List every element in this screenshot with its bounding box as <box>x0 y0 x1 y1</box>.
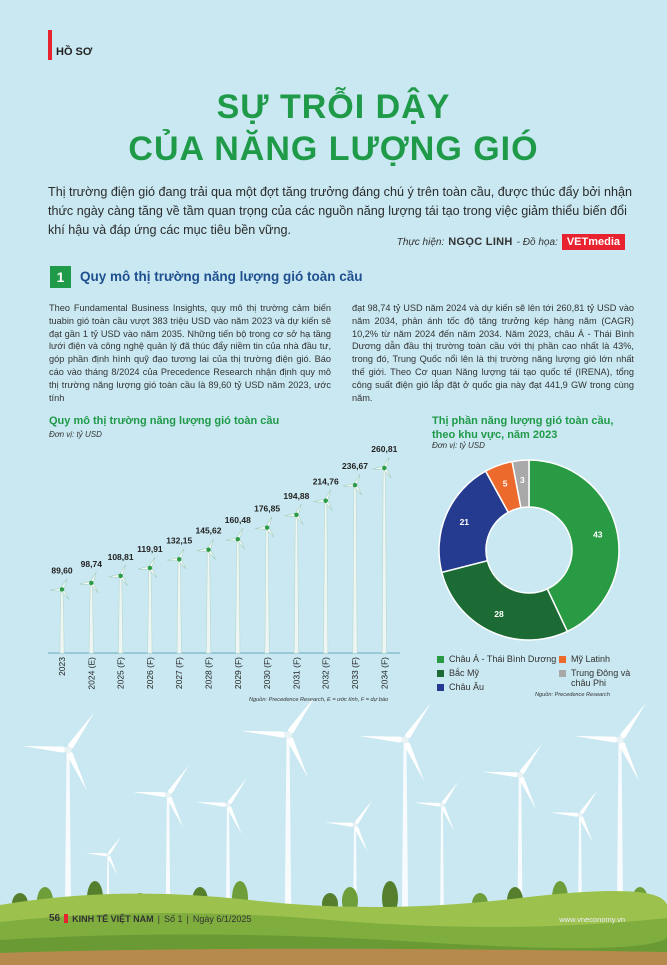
turbine-blade <box>240 728 288 738</box>
turbine-blade <box>226 777 248 806</box>
turbine-hub <box>89 581 93 585</box>
lead-paragraph: Thị trường điện gió đang trải qua một đợt tăng trưởng đáng chú ý trên toàn cầu, được thúc đẩy bởi nhận thức ngày càng tăng về tầm quan trọng của các nguồn năng lượng tái tạo trong việc giảm thiểu biến đổi khí hậu và đáp ứng các mục tiêu bền vững. <box>48 185 632 237</box>
regional-share-donut <box>434 458 624 643</box>
turbine-blades <box>482 742 544 810</box>
turbine-blade <box>132 789 168 797</box>
value-label: 132,15 <box>166 535 193 546</box>
section-accent-bar <box>48 30 52 60</box>
value-label: 98,74 <box>80 558 102 569</box>
donut-chart-unit: Đơn vị: tỷ USD <box>432 441 485 450</box>
turbine-blade <box>482 769 520 777</box>
turbine-blades <box>343 474 363 496</box>
turbine-blades <box>50 578 70 600</box>
legend-item-latin-america <box>559 654 637 664</box>
section-number: 1 <box>50 266 71 288</box>
turbine-blade <box>578 789 599 816</box>
field-soil <box>0 949 667 965</box>
turbine-hub <box>225 802 230 807</box>
category-label: 2027 (F) <box>174 657 185 690</box>
turbine-blade <box>325 820 356 827</box>
value-label: 160,48 <box>224 515 251 526</box>
vetmedia-logo: VETmedia <box>562 234 625 250</box>
value-label: 214,76 <box>312 476 339 487</box>
legend-item-asia-pacific <box>437 654 562 664</box>
legend-label: Châu Âu <box>449 682 485 692</box>
turbine-blade <box>353 799 374 826</box>
credit-line <box>397 234 625 250</box>
turbine-blades <box>109 564 129 586</box>
bar-chart-unit: Đơn vị: tỷ USD <box>49 430 102 439</box>
legend-swatch <box>437 656 444 663</box>
page-number: 56 <box>49 913 61 924</box>
turbine-blade <box>574 733 620 743</box>
turbine-blade <box>550 810 581 817</box>
donut-chart-title: Thị phần năng lượng gió toàn cầu, theo khu vực, năm 2023 <box>432 415 614 441</box>
turbine-tower <box>294 515 298 653</box>
turbine-blades <box>226 528 246 550</box>
wind-farm-illustration <box>0 700 667 965</box>
credit-author: NGỌC LINH <box>448 236 513 248</box>
turbine-tower <box>206 550 210 653</box>
category-label: 2030 (F) <box>262 657 273 690</box>
legend-label: Châu Á - Thái Bình Dương <box>449 654 557 664</box>
turbine-blades <box>132 764 191 829</box>
turbine-blades <box>79 571 99 593</box>
category-label: 2031 (F) <box>291 657 302 690</box>
turbine-hub <box>284 731 292 739</box>
turbine-blades <box>359 701 433 783</box>
turbine-blades <box>255 516 275 538</box>
footer-sep: | <box>186 913 189 924</box>
issue-number: Số 1 <box>163 913 183 924</box>
slice-label: 28 <box>494 608 504 619</box>
category-label: 2024 (E) <box>86 657 97 690</box>
category-label: 2028 (F) <box>203 657 214 690</box>
value-label: 89,60 <box>51 565 73 576</box>
page-title-line-2: CỦA NĂNG LƯỢNG GIÓ <box>128 130 539 168</box>
credit-label-graphics: - Đồ họa: <box>516 236 558 248</box>
legend-item-europe <box>437 682 537 692</box>
legend-label: Trung Đông và châu Phi <box>571 668 631 688</box>
legend-swatch <box>437 670 444 677</box>
turbine-blades <box>167 548 187 570</box>
turbine-blades <box>550 789 600 843</box>
website: www.vneconomy.vn <box>559 915 625 924</box>
slice-label: 43 <box>593 529 603 540</box>
slice-label: 21 <box>459 517 470 528</box>
value-label: 108,81 <box>107 551 134 562</box>
category-label: 2026 (F) <box>144 657 155 690</box>
legend-item-middle-east-africa <box>559 668 637 688</box>
category-label: 2033 (F) <box>350 657 360 690</box>
turbine-tower <box>265 528 269 653</box>
turbine-hub <box>177 557 181 561</box>
turbine-blade <box>359 733 405 743</box>
turbine-blade <box>518 742 544 776</box>
magazine-name: KINH TẾ VIỆT NAM <box>72 913 154 924</box>
credit-label-author: Thực hiện: <box>396 236 445 248</box>
turbine-hub <box>165 792 171 798</box>
turbine-blades <box>284 503 304 525</box>
turbine-blades <box>85 835 122 876</box>
slice-label: 3 <box>519 474 525 485</box>
turbine-blade <box>413 801 442 807</box>
body-column-right: đạt 98,74 tỷ USD năm 2024 và dự kiến sẽ lên tới 260,81 tỷ USD vào năm 2034, phản ánh tốc độ tăng trưởng kép hàng năm (CAGR) 10,2% từ năm 2024 đến năm 2034. Năm 2023, châu Á - Thái Bình Dương dẫn đầu thị trường toàn cầu với thị phần cao nhất là 43%, trong đó, Trung Quốc nổi lên là thị trường năng lượng gió lớn nhất thế giới. Theo Cơ quan Năng lượng tái tạo quốc tế (IRENA), tổng công suất điện gió lắp đặt ở quốc gia này đạt 441,9 GW trong cùng năm. <box>352 303 634 403</box>
turbine-hub <box>324 498 328 502</box>
value-label: 236,67 <box>342 461 368 472</box>
legend-swatch <box>559 670 566 677</box>
category-label: 2032 (F) <box>320 657 331 690</box>
page-title-line-1: SỰ TRỖI DẬY <box>216 88 451 126</box>
turbine-blade <box>107 835 123 855</box>
turbine-hub <box>401 736 408 743</box>
turbine-blades <box>22 711 96 793</box>
turbine-hub <box>440 803 445 808</box>
turbine-hub <box>148 566 152 570</box>
turbine-tower <box>148 568 152 653</box>
legend-swatch <box>437 684 444 691</box>
turbine-blade <box>618 701 649 742</box>
value-label: 194,88 <box>283 490 310 501</box>
turbine-hub <box>616 736 623 743</box>
turbine-tower <box>324 501 328 653</box>
turbine-tower <box>236 539 240 653</box>
turbine-hub <box>106 853 110 857</box>
turbine-blades <box>325 799 375 853</box>
turbine-blades <box>574 701 648 783</box>
turbine-hub <box>353 483 357 487</box>
donut-slice <box>442 561 567 640</box>
donut-chart-source: Nguồn: Precedence Research <box>535 692 610 698</box>
legend-swatch <box>559 656 566 663</box>
turbine-blades <box>314 489 334 511</box>
turbine-blades <box>196 538 216 560</box>
category-label: 2029 (F) <box>232 657 243 690</box>
bar-chart-title: Quy mô thị trường năng lượng gió toàn cầu <box>49 415 280 427</box>
page-footer <box>49 913 251 924</box>
value-label: 145,62 <box>195 525 222 536</box>
section-heading: Quy mô thị trường năng lượng gió toàn cầu <box>80 269 363 284</box>
value-label: 176,85 <box>254 503 281 514</box>
slice-label: 5 <box>502 478 508 489</box>
market-size-chart <box>44 410 414 700</box>
turbine-hub <box>382 466 386 470</box>
turbine-blade <box>85 852 108 857</box>
turbine-tower <box>382 468 386 653</box>
body-column-left: Theo Fundamental Business Insights, quy mô thị trường cảm biến tuabin gió toàn cầu vượt 383 triệu USD vào năm 2023 và dự kiến sẽ đạt gần 1 tỷ USD vào năm 2035. Những tiến bộ trong cơ sở hạ tầng lưới điện và công nghệ quản lý đã thúc đẩy niềm tin của nhà đầu tư, góp phần định hình quỹ đạo tương lai của thị trường điện gió. Báo cáo vào tháng 8/2024 của Precedence Research nhận định quy mô thị trường năng lượng gió toàn cầu là 89,60 tỷ USD năm 2023, ước tính <box>49 303 331 403</box>
turbine-hub <box>517 772 523 778</box>
turbine-blade <box>285 700 317 737</box>
turbine-tower <box>60 589 64 653</box>
issue-date: Ngày 6/1/2025 <box>192 913 252 924</box>
turbine-hub <box>578 813 583 818</box>
turbine-hub <box>118 574 122 578</box>
turbine-blades <box>372 456 392 478</box>
turbine-tower <box>89 583 93 653</box>
legend-label: Mỹ Latinh <box>571 654 611 664</box>
legend-item-north-america <box>437 668 537 678</box>
turbine-blades <box>240 700 317 779</box>
turbine-hub <box>236 537 240 541</box>
turbine-tower <box>353 485 357 653</box>
bar-chart-source: Nguồn: Precedence Research, E = ước tính, F = dự báo <box>249 697 389 703</box>
value-label: 260,81 <box>371 444 398 454</box>
turbine-blade <box>22 743 68 753</box>
footer-sep: | <box>157 913 160 924</box>
legend-label: Bắc Mỹ <box>449 668 480 678</box>
turbine-blade <box>440 781 459 806</box>
category-label: 2034 (F) <box>379 657 390 690</box>
category-label: 2023 <box>57 657 67 676</box>
value-label: 119,91 <box>137 543 163 554</box>
turbine-hub <box>353 823 358 828</box>
turbine-tower <box>118 576 122 653</box>
turbine-blades <box>413 781 459 832</box>
turbine-blade <box>66 711 97 752</box>
turbine-blades <box>196 777 249 835</box>
footer-red-mark <box>64 914 68 923</box>
turbine-tower <box>177 559 181 653</box>
category-label: 2025 (F) <box>115 657 126 690</box>
turbine-blade <box>166 764 191 796</box>
turbine-blade <box>196 800 229 807</box>
turbine-hub <box>294 513 298 517</box>
turbine-hub <box>60 587 64 591</box>
section-label: HỒ SƠ <box>56 46 93 58</box>
turbine-blades <box>138 556 158 578</box>
turbine-hub <box>206 548 210 552</box>
turbine-hub <box>64 746 71 753</box>
turbine-hub <box>265 525 269 529</box>
turbine-blade <box>403 701 434 742</box>
